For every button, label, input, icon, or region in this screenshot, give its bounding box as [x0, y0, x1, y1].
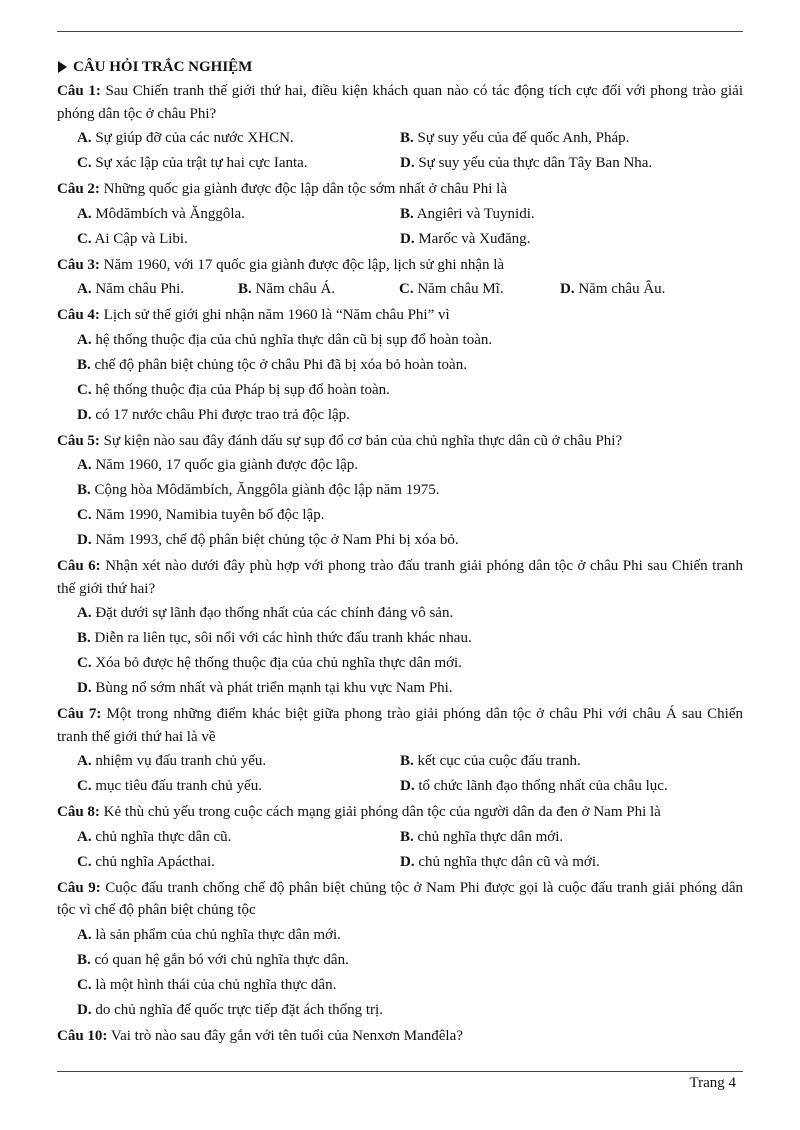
question-3: [57, 254, 743, 277]
option-b: B. Năm châu Á.: [238, 281, 336, 298]
option-d: D. Marốc và Xuđăng.: [400, 230, 531, 247]
question-4: [57, 304, 743, 327]
question-2-options: [57, 202, 743, 252]
question-4-options: [57, 328, 743, 428]
question-9-options: [57, 923, 743, 1023]
question-label: Câu 10:: [57, 1027, 108, 1044]
option-d: D. có 17 nước châu Phi được trao trả độc lập.: [77, 406, 350, 423]
question-9: [57, 877, 743, 922]
option-a: A. nhiệm vụ đấu tranh chủ yếu.: [77, 753, 267, 770]
option-c: C. là một hình thái của chủ nghĩa thực dân.: [77, 976, 337, 993]
option-a: A. hệ thống thuộc địa của chủ nghĩa thực dân cũ bị sụp đổ hoàn toàn.: [77, 331, 493, 348]
option-a: A. Môdămbích và Ănggôla.: [77, 205, 245, 222]
question-5-options: [57, 453, 743, 553]
section-title: [57, 56, 743, 78]
question-text: Kẻ thù chủ yếu trong cuộc cách mạng giải phóng dân tộc của người dân da đen ở Nam Phi là: [99, 804, 661, 820]
question-text: Nhận xét nào dưới đây phù hợp với phong trào đấu tranh giải phóng dân tộc ở châu Phi sau Chiến tranh thế giới thứ hai?: [57, 558, 743, 597]
option-b: B. Angiêri và Tuynidi.: [400, 205, 535, 222]
option-c: C. Sự xác lập của trật tự hai cực Ianta.: [77, 155, 308, 172]
question-label: Câu 3:: [57, 256, 100, 273]
question-text: Một trong những điểm khác biệt giữa phong trào giải phóng dân tộc ở châu Phi với châu Á sau Chiến tranh thế giới thứ hai là về: [57, 706, 744, 745]
option-c: C. Năm 1990, Namibia tuyên bố độc lập.: [77, 507, 325, 524]
option-a: A. Đặt dưới sự lãnh đạo thống nhất của các chính đảng vô sản.: [77, 605, 454, 622]
page-number: Trang 4: [689, 1075, 736, 1091]
option-b: B. chủ nghĩa thực dân mới.: [400, 828, 564, 845]
question-1-options: [57, 126, 743, 176]
question-text: Lịch sử thế giới ghi nhận năm 1960 là “Năm châu Phi” vì: [99, 307, 450, 323]
option-b: B. kết cục của cuộc đấu tranh.: [400, 753, 581, 770]
question-text: Sau Chiến tranh thế giới thứ hai, điều kiện khách quan nào có tác động tích cực đối với phong trào giải phóng dân tộc ở châu Phi?: [57, 83, 743, 122]
question-6: [57, 555, 743, 600]
option-d: D. chủ nghĩa thực dân cũ và mới.: [400, 853, 600, 870]
option-d: D. Sự suy yếu của thực dân Tây Ban Nha.: [400, 155, 653, 172]
option-c: C. hệ thống thuộc địa của Pháp bị sụp đổ hoàn toàn.: [77, 381, 390, 398]
option-c: C. Ai Cập và Libi.: [77, 230, 188, 247]
option-b: B. Diễn ra liên tục, sôi nổi với các hình thức đấu tranh khác nhau.: [77, 630, 472, 647]
option-d: D. Năm châu Âu.: [560, 281, 666, 298]
question-label: Câu 7:: [57, 706, 102, 722]
question-label: Câu 2:: [57, 181, 100, 197]
question-text: Cuộc đấu tranh chống chế độ phân biệt chủng tộc ở Nam Phi được gọi là cuộc đấu tranh giải phóng dân tộc vì chế độ phân biệt chủng tộc: [57, 879, 743, 918]
question-2: [57, 178, 743, 201]
question-label: Câu 9:: [57, 879, 101, 896]
option-b: B. Sự suy yếu của đế quốc Anh, Pháp.: [400, 130, 630, 147]
question-3-options: [57, 277, 743, 302]
question-text: Những quốc gia giành được độc lập dân tộc sớm nhất ở châu Phi là: [99, 181, 507, 197]
bottom-rule: [57, 1071, 743, 1072]
question-7: [57, 703, 743, 748]
question-5: [57, 430, 743, 453]
option-c: C. mục tiêu đấu tranh chủ yếu.: [77, 778, 262, 795]
question-8-options: [57, 825, 743, 875]
option-c: C. chủ nghĩa Apácthai.: [77, 853, 215, 870]
option-a: A. Năm 1960, 17 quốc gia giành được độc lập.: [77, 457, 359, 474]
option-c: C. Xóa bỏ được hệ thống thuộc địa của chủ nghĩa thực dân mới.: [77, 655, 462, 672]
option-b: B. Cộng hòa Môdămbích, Ănggôla giành độc lập năm 1975.: [77, 482, 440, 499]
option-c: C. Năm châu Mĩ.: [399, 281, 504, 298]
option-d: D. do chủ nghĩa đế quốc trực tiếp đặt ách thống trị.: [77, 1001, 383, 1018]
option-a: A. là sản phẩm của chủ nghĩa thực dân mới.: [77, 926, 341, 943]
section-title-text: CÂU HỎI TRẮC NGHIỆM: [73, 59, 253, 75]
question-6-options: [57, 601, 743, 701]
question-label: Câu 5:: [57, 432, 100, 449]
question-label: Câu 4:: [57, 307, 100, 323]
option-d: D. tổ chức lãnh đạo thống nhất của châu lục.: [400, 778, 668, 795]
question-7-options: [57, 749, 743, 799]
option-a: A. chủ nghĩa thực dân cũ.: [77, 828, 232, 845]
question-label: Câu 1:: [57, 83, 101, 99]
question-10: [57, 1025, 743, 1048]
question-1: [57, 80, 743, 125]
option-a: A. Sự giúp đỡ của các nước XHCN.: [77, 130, 294, 147]
option-b: B. có quan hệ gắn bó với chủ nghĩa thực dân.: [77, 951, 349, 968]
question-8: [57, 801, 743, 824]
question-label: Câu 6:: [57, 558, 101, 574]
top-rule: [57, 31, 743, 32]
arrow-bullet-icon: [58, 61, 67, 73]
option-d: D. Năm 1993, chế độ phân biệt chủng tộc ở Nam Phi bị xóa bỏ.: [77, 532, 459, 549]
option-b: B. chế độ phân biệt chủng tộc ở châu Phi đã bị xóa bỏ hoàn toàn.: [77, 356, 467, 373]
document-body: [57, 56, 743, 1047]
question-text: Vai trò nào sau đây gắn với tên tuổi của Nenxơn Manđêla?: [107, 1027, 463, 1044]
option-a: A. Năm châu Phi.: [77, 281, 185, 298]
question-text: Năm 1960, với 17 quốc gia giành được độc lập, lịch sử ghi nhận là: [99, 256, 505, 273]
option-d: D. Bùng nổ sớm nhất và phát triển mạnh tại khu vực Nam Phi.: [77, 680, 453, 697]
question-text: Sự kiện nào sau đây đánh dấu sự sụp đổ cơ bản của chủ nghĩa thực dân cũ ở châu Phi?: [99, 432, 623, 449]
question-label: Câu 8:: [57, 804, 100, 820]
